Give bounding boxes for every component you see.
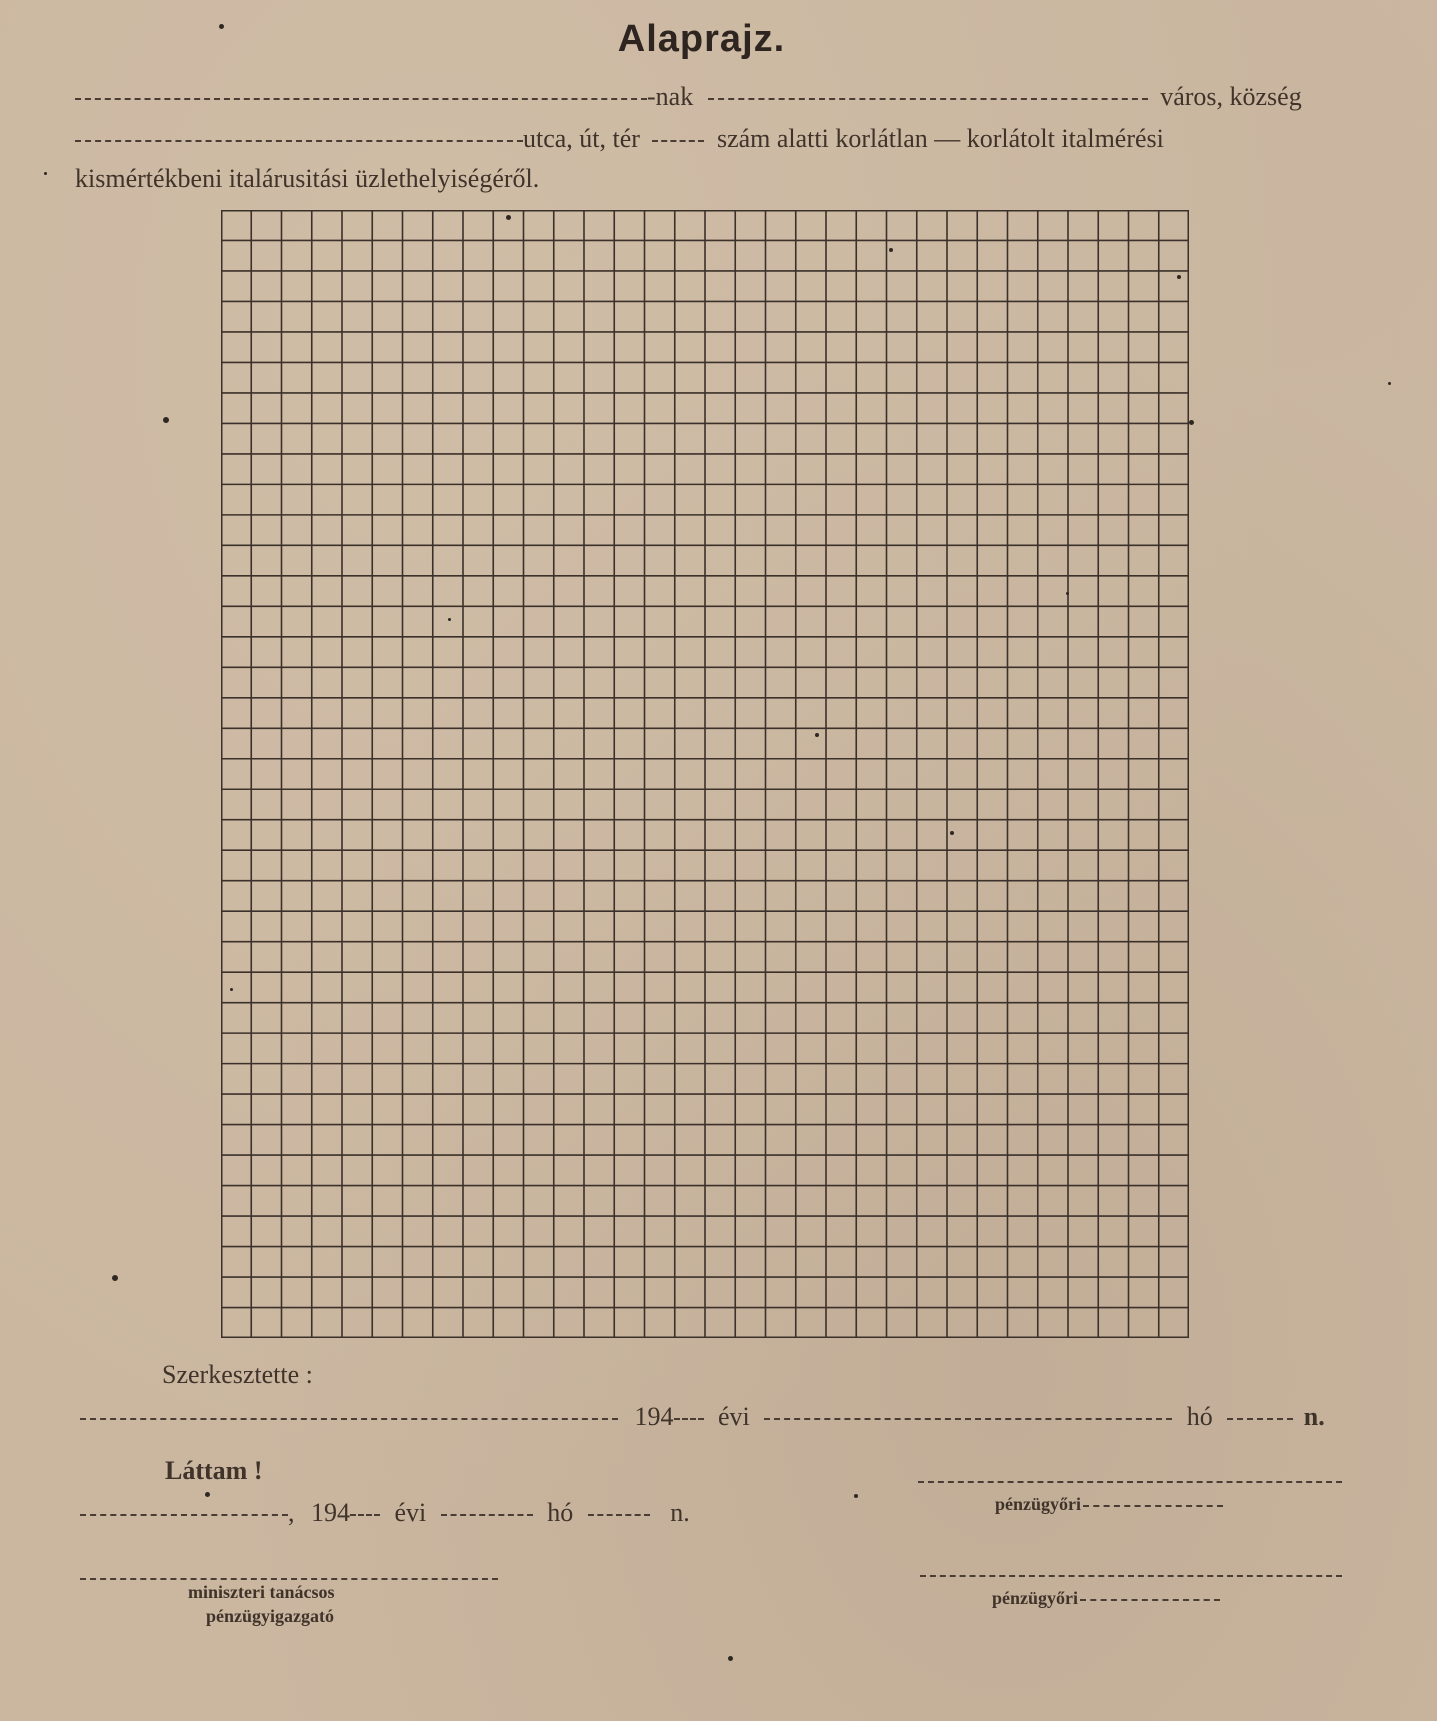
- nak-suffix: -nak: [647, 82, 694, 111]
- day2-label: n.: [670, 1498, 690, 1527]
- signature-label-left-1: miniszteri tanácsos: [188, 1582, 335, 1602]
- paper-speck: [889, 248, 893, 252]
- signature-label-left-2: pénzügyigazgató: [206, 1606, 334, 1626]
- paper-speck: [854, 1494, 858, 1498]
- signature-line-right-2: [920, 1567, 1342, 1585]
- paper-speck: [205, 1492, 210, 1497]
- paper-speck: [163, 417, 169, 423]
- license-label: szám alatti korlátlan — korlátolt italmérési: [716, 124, 1164, 153]
- city-label: város, község: [1160, 82, 1302, 111]
- signature-line-right-1: [918, 1473, 1342, 1491]
- blank-field: [764, 1418, 1172, 1420]
- paper-speck: [728, 1656, 733, 1661]
- blank-field: [75, 140, 523, 142]
- blank-field: [1080, 1599, 1220, 1601]
- signature-label-right-1: pénzügyőri: [995, 1494, 1223, 1515]
- year2-label: évi: [394, 1498, 427, 1527]
- seen-label: Láttam !: [165, 1456, 263, 1485]
- month-label: hó: [1186, 1402, 1213, 1431]
- blank-field: [441, 1514, 533, 1516]
- blank-field: [80, 1418, 618, 1420]
- year-prefix: 194: [634, 1402, 674, 1431]
- paper-speck: [448, 618, 451, 621]
- header-line-2: [75, 124, 1164, 154]
- paper-speck: [112, 1275, 118, 1281]
- street-label: utca, út, tér: [523, 124, 640, 153]
- blank-field: [674, 1418, 704, 1420]
- paper-speck: [219, 24, 224, 29]
- blank-field: [80, 1514, 288, 1516]
- paper-speck: [950, 831, 954, 835]
- paper-speck: [1177, 275, 1181, 279]
- blank-field: [1227, 1418, 1293, 1420]
- year2-prefix: 194: [311, 1498, 350, 1527]
- blank-field: [652, 140, 704, 142]
- day-label: n.: [1303, 1402, 1325, 1431]
- paper-speck: [815, 733, 819, 737]
- year-label: évi: [718, 1402, 750, 1431]
- paper-speck: [1388, 382, 1391, 385]
- edited-by-label: Szerkesztette :: [162, 1360, 313, 1389]
- header-line-3: kismértékbeni italárusitási üzlethelyiségéről.: [75, 164, 540, 193]
- date-line-2: , 194 évi hó n.: [80, 1498, 690, 1528]
- blank-field: [350, 1514, 380, 1516]
- paper-speck: [506, 215, 511, 220]
- blank-field: [80, 1578, 498, 1580]
- paper-speck: [1189, 420, 1194, 425]
- blank-field: [588, 1514, 650, 1516]
- blank-field: [918, 1481, 1342, 1483]
- date-line-1: [80, 1402, 1325, 1432]
- blank-field: [75, 98, 647, 100]
- paper-speck: [230, 988, 233, 991]
- paper-speck: [1066, 592, 1069, 595]
- blank-field: [920, 1575, 1342, 1577]
- header-line-1: [75, 82, 1302, 112]
- page-title: Alaprajz.: [617, 18, 786, 60]
- paper-speck: [44, 172, 47, 175]
- floor-plan-grid: [221, 210, 1189, 1338]
- blank-field: [1083, 1505, 1223, 1507]
- blank-field: [708, 98, 1148, 100]
- signature-label-right-2: pénzügyőri: [992, 1588, 1220, 1609]
- month2-label: hó: [547, 1498, 574, 1527]
